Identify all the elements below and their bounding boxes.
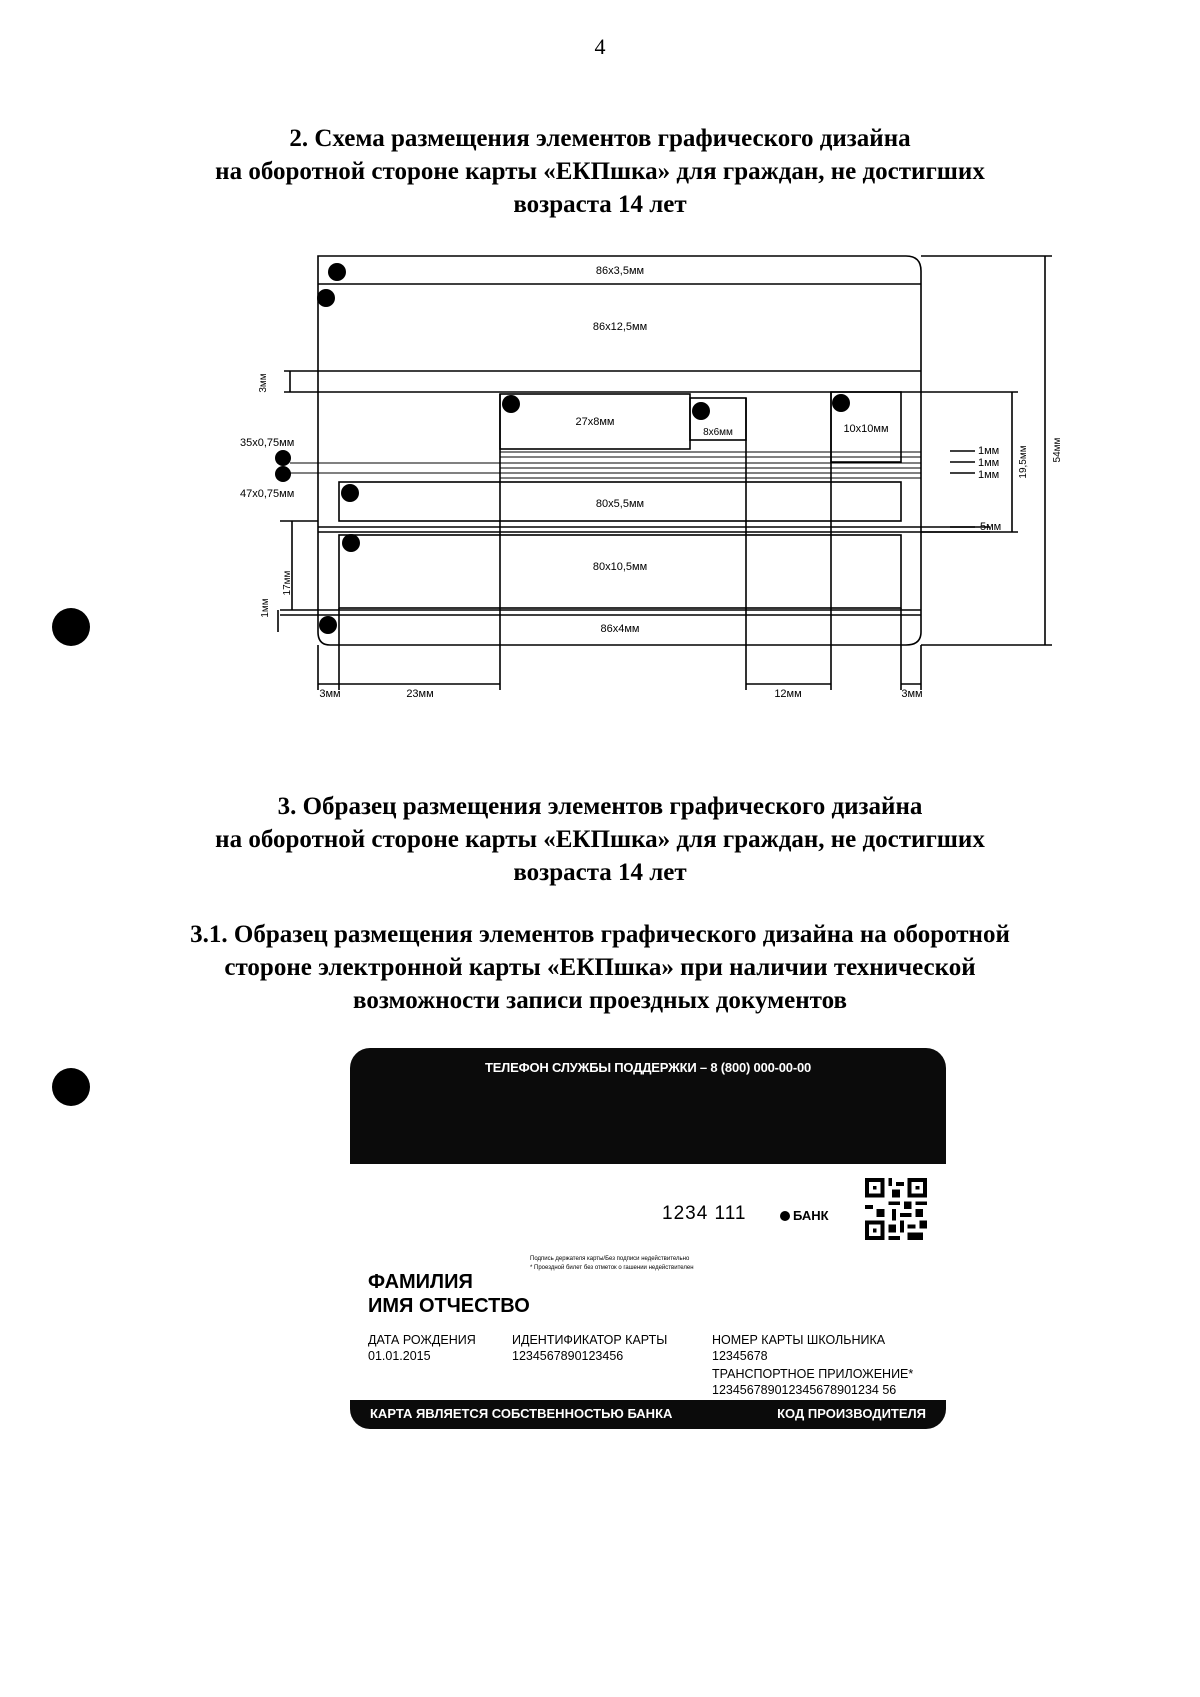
label-1mm-b: 1мм	[978, 457, 1000, 469]
label-17mm-vertical: 17мм	[282, 570, 293, 596]
support-phone: ТЕЛЕФОН СЛУЖБЫ ПОДДЕРЖКИ – 8 (800) 000-00-00	[484, 1060, 812, 1075]
card-layout-scheme	[0, 0, 1200, 740]
label-5mm: 5мм	[980, 521, 1002, 533]
label-band1: 86x3,5мм	[595, 265, 645, 277]
section31-title-line: возможности записи проездных документов	[353, 987, 847, 1014]
svg-text:10: 10	[278, 471, 288, 480]
label-3mm-vertical: 3мм	[258, 373, 269, 393]
birth-date-label: ДАТА РОЖДЕНИЯ	[368, 1333, 476, 1347]
label-19-5mm-vertical: 19,5мм	[1018, 445, 1029, 479]
card-sample	[350, 1048, 946, 1429]
label-line8: 35x0,75мм	[240, 437, 295, 449]
page-number: 4	[594, 34, 606, 59]
manufacturer-code: КОД ПРОИЗВОДИТЕЛЯ	[777, 1406, 926, 1421]
birth-date-value: 01.01.2015	[368, 1349, 431, 1363]
section31-title-line: 3.1. Образец размещения элементов графического дизайна на оборотной	[190, 921, 1010, 948]
svg-text:2: 2	[322, 292, 330, 306]
svg-text:5: 5	[697, 405, 705, 419]
svg-text:1: 1	[333, 266, 341, 280]
label-block9: 80x10,5мм	[592, 561, 648, 573]
cardholder-surname: ФАМИЛИЯ	[368, 1271, 473, 1293]
signature-number: 1234 111	[662, 1203, 747, 1224]
marker-5	[692, 402, 710, 420]
marker-6	[341, 484, 359, 502]
svg-text:4: 4	[507, 398, 515, 412]
label-dim-23: 23мм	[406, 688, 434, 700]
cardholder-given-names: ИМЯ ОТЧЕСТВО	[368, 1295, 530, 1317]
label-block3: 10x10мм	[843, 423, 889, 435]
marker-3	[832, 394, 850, 412]
section31-title	[0, 918, 1200, 1017]
marker-4	[502, 395, 520, 413]
transport-app-value: 123456789012345678901234 56	[712, 1383, 897, 1397]
label-dim-3-left: 3мм	[319, 688, 341, 700]
svg-text:6: 6	[346, 487, 354, 501]
card-id-label: ИДЕНТИФИКАТОР КАРТЫ	[512, 1333, 668, 1347]
marker-9	[342, 534, 360, 552]
section2-title-line: 2. Схема размещения элементов графического дизайна	[289, 125, 911, 152]
marker-1	[328, 263, 346, 281]
label-dim-12: 12мм	[774, 688, 802, 700]
label-dim-3-right: 3мм	[901, 688, 923, 700]
magnetic-stripe	[350, 1048, 946, 1164]
label-1mm-vertical: 1мм	[260, 598, 271, 618]
bank-logo	[780, 1208, 829, 1223]
qr-code-icon	[864, 1178, 928, 1240]
fine-print-2: * Проездной билет без отметок о гашении недействителен	[530, 1265, 694, 1271]
card-footer-band	[350, 1400, 946, 1429]
label-1mm-c: 1мм	[978, 469, 1000, 481]
section3-title-line: на оборотной стороне карты «ЕКПшка» для граждан, не достигших	[215, 826, 985, 853]
card-id-value: 1234567890123456	[512, 1349, 624, 1363]
marker-8	[275, 450, 291, 466]
marker-2	[317, 289, 335, 307]
label-block7: 86x4мм	[600, 623, 640, 635]
card-ownership-note: КАРТА ЯВЛЯЕТСЯ СОБСТВЕННОСТЬЮ БАНКА	[370, 1406, 673, 1421]
school-card-value: 12345678	[712, 1349, 768, 1363]
section3-title-line: 3. Образец размещения элементов графического дизайна	[277, 793, 923, 820]
bank-dot-icon	[780, 1211, 790, 1221]
section31-title-line: стороне электронной карты «ЕКПшка» при наличии технической	[224, 954, 976, 981]
label-54mm-vertical: 54мм	[1052, 437, 1063, 463]
section2-title-line: возраста 14 лет	[513, 191, 687, 218]
svg-text:7: 7	[324, 619, 332, 633]
label-block5: 8x6мм	[703, 427, 733, 438]
svg-text:3: 3	[837, 397, 845, 411]
label-1mm-a: 1мм	[978, 445, 1000, 457]
marker-7	[319, 616, 337, 634]
school-card-label: НОМЕР КАРТЫ ШКОЛЬНИКА	[712, 1333, 886, 1347]
section2-title-line: на оборотной стороне карты «ЕКПшка» для граждан, не достигших	[215, 158, 985, 185]
section3-title	[0, 790, 1200, 889]
svg-text:8: 8	[280, 454, 286, 465]
label-band2: 86x12,5мм	[592, 321, 648, 333]
fine-print-1: Подпись держателя карты/Без подписи недействительно	[530, 1256, 690, 1262]
binder-hole-bottom	[52, 1068, 90, 1106]
marker-10	[275, 466, 291, 482]
label-block4: 27x8мм	[575, 416, 615, 428]
transport-app-label: ТРАНСПОРТНОЕ ПРИЛОЖЕНИЕ*	[712, 1367, 914, 1381]
section3-title-line: возраста 14 лет	[513, 859, 687, 886]
label-block6: 80x5,5мм	[595, 498, 645, 510]
label-line10: 47x0,75мм	[240, 488, 295, 500]
bank-label: БАНК	[793, 1208, 829, 1223]
svg-text:9: 9	[347, 537, 355, 551]
